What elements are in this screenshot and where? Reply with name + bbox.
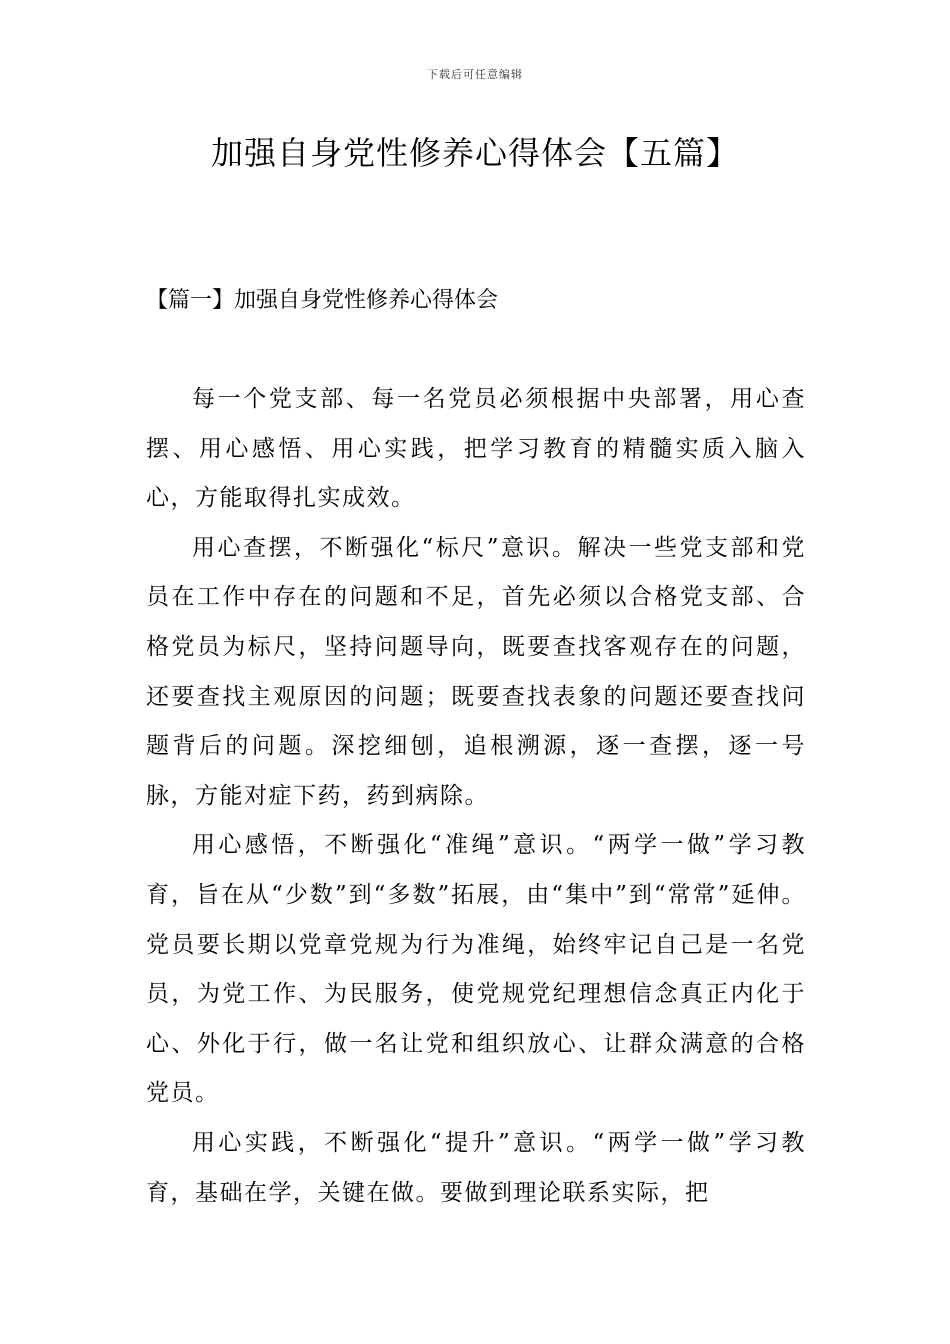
- document-body: [146, 375, 806, 1218]
- document-title: 加强自身党性修养心得体会【五篇】: [210, 134, 739, 172]
- paragraph-intro: 每一个党支部、每一名党员必须根据中央部署，用心查摆、用心感悟、用心实践，把学习教育的精髓实质入脑入心，方能取得扎实成效。: [146, 386, 806, 512]
- paragraph-guideline: 用心感悟，不断强化“准绳”意识。“两学一做”学习教育，旨在从“少数”到“多数”拓展，由“集中”到“常常”延伸。党员要长期以党章党规为行为准绳，始终牢记自己是一名党员，为党工作、为民服务，使党规党纪理想信念真正内化于心、外化于行，做一名让党和组织放心、让群众满意的合格党员。: [146, 832, 806, 1107]
- paragraph-practice: 用心实践，不断强化“提升”意识。“两学一做”学习教育，基础在学，关键在做。要做到理论联系实际，把: [146, 1129, 806, 1206]
- section-heading: 【篇一】加强自身党性修养心得体会: [146, 288, 499, 313]
- paragraph-measure: 用心查摆，不断强化“标尺”意识。解决一些党支部和党员在工作中存在的问题和不足，首先必须以合格党支部、合格党员为标尺，坚持问题导向，既要查找客观存在的问题，还要查找主观原因的问题；既要查找表象的问题还要查找问题背后的问题。深挖细刨，追根溯源，逐一查摆，逐一号脉，方能对症下药，药到病除。: [146, 534, 806, 809]
- header-note: 下载后可任意编辑: [427, 68, 523, 81]
